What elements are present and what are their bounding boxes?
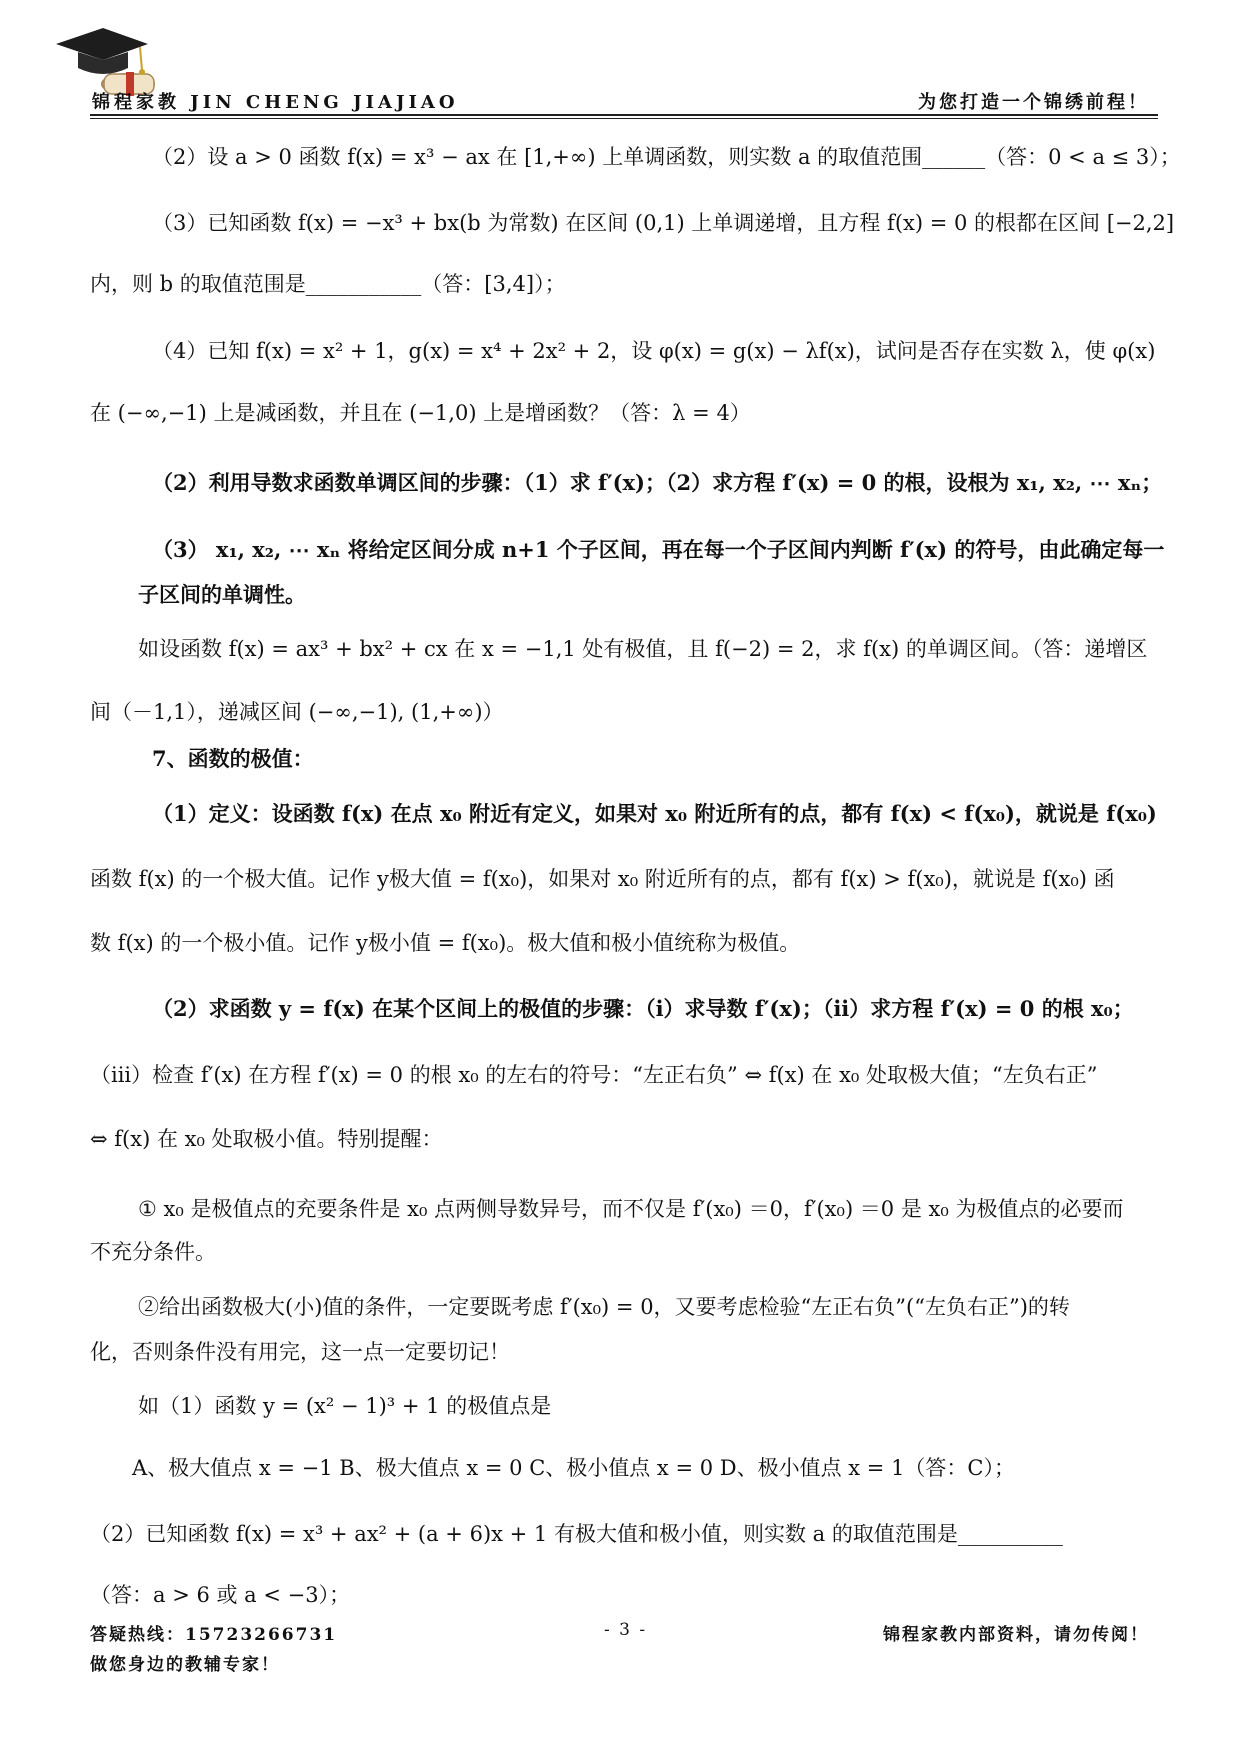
header-rule <box>90 114 1158 116</box>
text-line: （答：a > 6 或 a < −3）； <box>90 1583 351 1607</box>
text-line: （iii）检查 f′(x) 在方程 f′(x) = 0 的根 x₀ 的左右的符号：“左正右负” ⇔ f(x) 在 x₀ 处取极大值；“左负右正” <box>90 1063 1098 1087</box>
text-line: （3） x₁, x₂, ⋯ xₙ 将给定区间分成 n+1 个子区间，再在每一个子区间内判断 f′(x) 的符号，由此确定每一 <box>152 537 1165 562</box>
text-line: 间（－1,1），递减区间 (−∞,−1), (1,+∞)） <box>90 700 504 724</box>
text-line: ① x₀ 是极值点的充要条件是 x₀ 点两侧导数异号，而不仅是 f′(x₀) ＝0，f′(x₀) ＝0 是 x₀ 为极值点的必要而 <box>138 1197 1124 1221</box>
text-line: （1）定义：设函数 f(x) 在点 x₀ 附近有定义，如果对 x₀ 附近所有的点，都有 f(x) < f(x₀)，就说是 f(x₀) <box>152 801 1157 826</box>
header-rule-thin <box>90 118 1158 119</box>
page-number: - 3 - <box>604 1620 648 1640</box>
text-line: （3）已知函数 f(x) = −x³ + bx(b 为常数) 在区间 (0,1) 上单调递增，且方程 f(x) = 0 的根都在区间 [−2,2] <box>152 211 1175 235</box>
text-line: （2）已知函数 f(x) = x³ + ax² + (a + 6)x + 1 有极大值和极小值，则实数 a 的取值范围是__________ <box>90 1522 1063 1546</box>
text-line: （2）设 a > 0 函数 f(x) = x³ − ax 在 [1,+∞) 上单调函数，则实数 a 的取值范围______（答：0 < a ≤ 3）； <box>152 145 1181 169</box>
text-line: ②给出函数极大(小)值的条件，一定要既考虑 f′(x₀) = 0，又要考虑检验“左正右负”(“左负右正”)的转 <box>138 1295 1070 1319</box>
text-line: （2）利用导数求函数单调区间的步骤：（1）求 f′(x)；（2）求方程 f′(x) = 0 的根，设根为 x₁, x₂, ⋯ xₙ； <box>152 470 1163 495</box>
footer-hotline: 答疑热线：15723266731 <box>90 1625 338 1645</box>
text-line: 内，则 b 的取值范围是___________（答：[3,4]）； <box>90 272 566 296</box>
text-line: 不充分条件。 <box>90 1240 216 1264</box>
text-line: 在 (−∞,−1) 上是减函数，并且在 (−1,0) 上是增函数？（答：λ = 4） <box>90 401 751 425</box>
text-line: 函数 f(x) 的一个极大值。记作 y极大值 = f(x₀)，如果对 x₀ 附近所有的点，都有 f(x) > f(x₀)，就说是 f(x₀) 函 <box>90 867 1115 891</box>
text-line: ⇔ f(x) 在 x₀ 处取极小值。特别提醒： <box>90 1127 443 1151</box>
section-heading: 7、函数的极值： <box>152 746 314 771</box>
text-line: 如设函数 f(x) = ax³ + bx² + cx 在 x = −1,1 处有极值，且 f(−2) = 2，求 f(x) 的单调区间。（答：递增区 <box>138 637 1148 661</box>
text-line: 化，否则条件没有用完，这一点一定要切记！ <box>90 1340 510 1364</box>
text-line: A、极大值点 x = −1 B、极大值点 x = 0 C、极小值点 x = 0 D、极小值点 x = 1（答：C）； <box>132 1456 1015 1480</box>
text-line: 数 f(x) 的一个极小值。记作 y极小值 = f(x₀)。极大值和极小值统称为极值。 <box>90 931 801 955</box>
footer-notice: 锦程家教内部资料，请勿传阅！ <box>883 1625 1149 1645</box>
text-line: （2）求函数 y = f(x) 在某个区间上的极值的步骤：（i）求导数 f′(x)；（ii）求方程 f′(x) = 0 的根 x₀； <box>152 996 1134 1021</box>
header-brand: 锦程家教 JIN CHENG JIAJIAO <box>92 92 459 113</box>
footer-tagline: 做您身边的教辅专家！ <box>90 1655 280 1675</box>
text-line: （4）已知 f(x) = x² + 1，g(x) = x⁴ + 2x² + 2，设 φ(x) = g(x) − λf(x)，试问是否存在实数 λ，使 φ(x) <box>152 339 1156 363</box>
text-line: 子区间的单调性。 <box>138 582 306 607</box>
text-line: 如（1）函数 y = (x² − 1)³ + 1 的极值点是 <box>138 1394 552 1418</box>
header-slogan: 为您打造一个锦绣前程！ <box>918 92 1149 113</box>
